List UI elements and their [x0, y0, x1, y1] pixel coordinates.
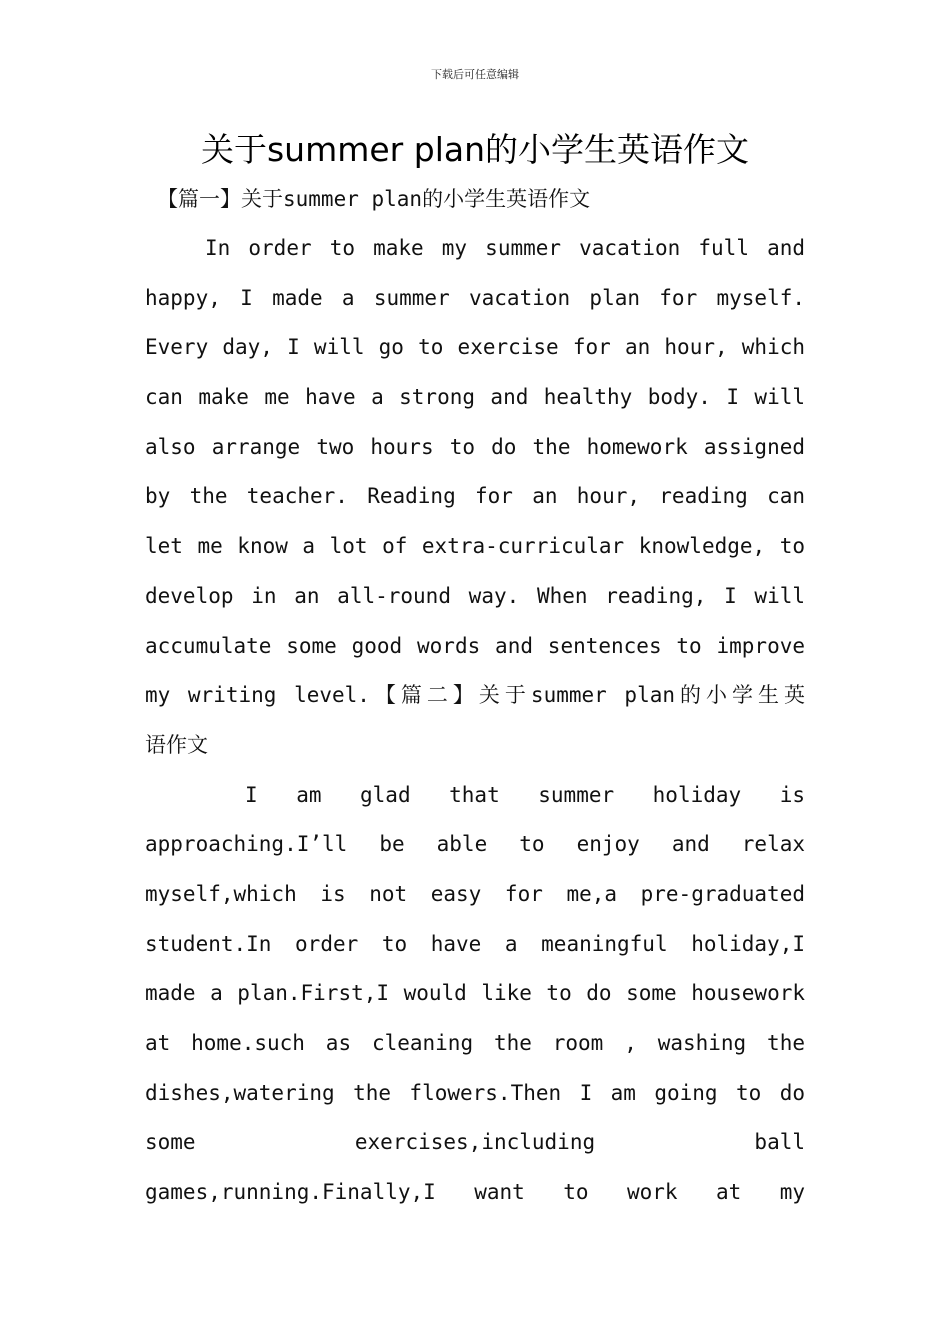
header-note: 下载后可任意编辑: [431, 68, 519, 81]
essay-line: I am glad that summer holiday is: [245, 782, 805, 807]
essay-line: accumulate some good words and sentences to improve: [145, 633, 805, 658]
essay-one: [145, 224, 805, 771]
essay-line: my writing level.【篇二】关于summer plan的小学生英: [145, 683, 805, 708]
essay-line: games,running.Finally,I want to work at my: [145, 1180, 805, 1205]
essay-line: also arrange two hours to do the homework assigned: [145, 434, 805, 459]
essay-line: at home.such as cleaning the room , washing the: [145, 1031, 805, 1055]
essay-line: myself,which is not easy for me,a pre-graduated: [145, 881, 805, 906]
essay-line: can make me have a strong and healthy body. I will: [145, 385, 805, 410]
essay-line: develop in an all-round way. When reading, I will: [145, 583, 805, 608]
essay-line: In order to make my summer vacation full and: [205, 236, 805, 260]
essay-line: let me know a lot of extra-curricular knowledge, to: [145, 534, 805, 559]
essay-line: made a plan.First,I would like to do some housework: [145, 981, 805, 1006]
essay-line: Every day, I will go to exercise for an hour, which: [145, 335, 805, 360]
essay-line: by the teacher. Reading for an hour, reading can: [145, 484, 805, 509]
essay-line: some exercises,including ball: [145, 1130, 805, 1155]
document-body: [145, 174, 805, 1218]
document-title: 关于summer plan的小学生英语作文: [200, 130, 749, 169]
essay-line: happy, I made a summer vacation plan for myself.: [145, 285, 805, 310]
essay-line: student.In order to have a meaningful holiday,I: [145, 931, 805, 956]
section-heading: 【篇一】关于summer plan的小学生英语作文: [157, 187, 591, 211]
essay-two: [145, 771, 805, 1218]
essay-line: dishes,watering the flowers.Then I am going to do: [145, 1080, 805, 1105]
essay-line: 语作文: [145, 732, 208, 757]
essay-line: approaching.I’ll be able to enjoy and relax: [145, 832, 805, 857]
